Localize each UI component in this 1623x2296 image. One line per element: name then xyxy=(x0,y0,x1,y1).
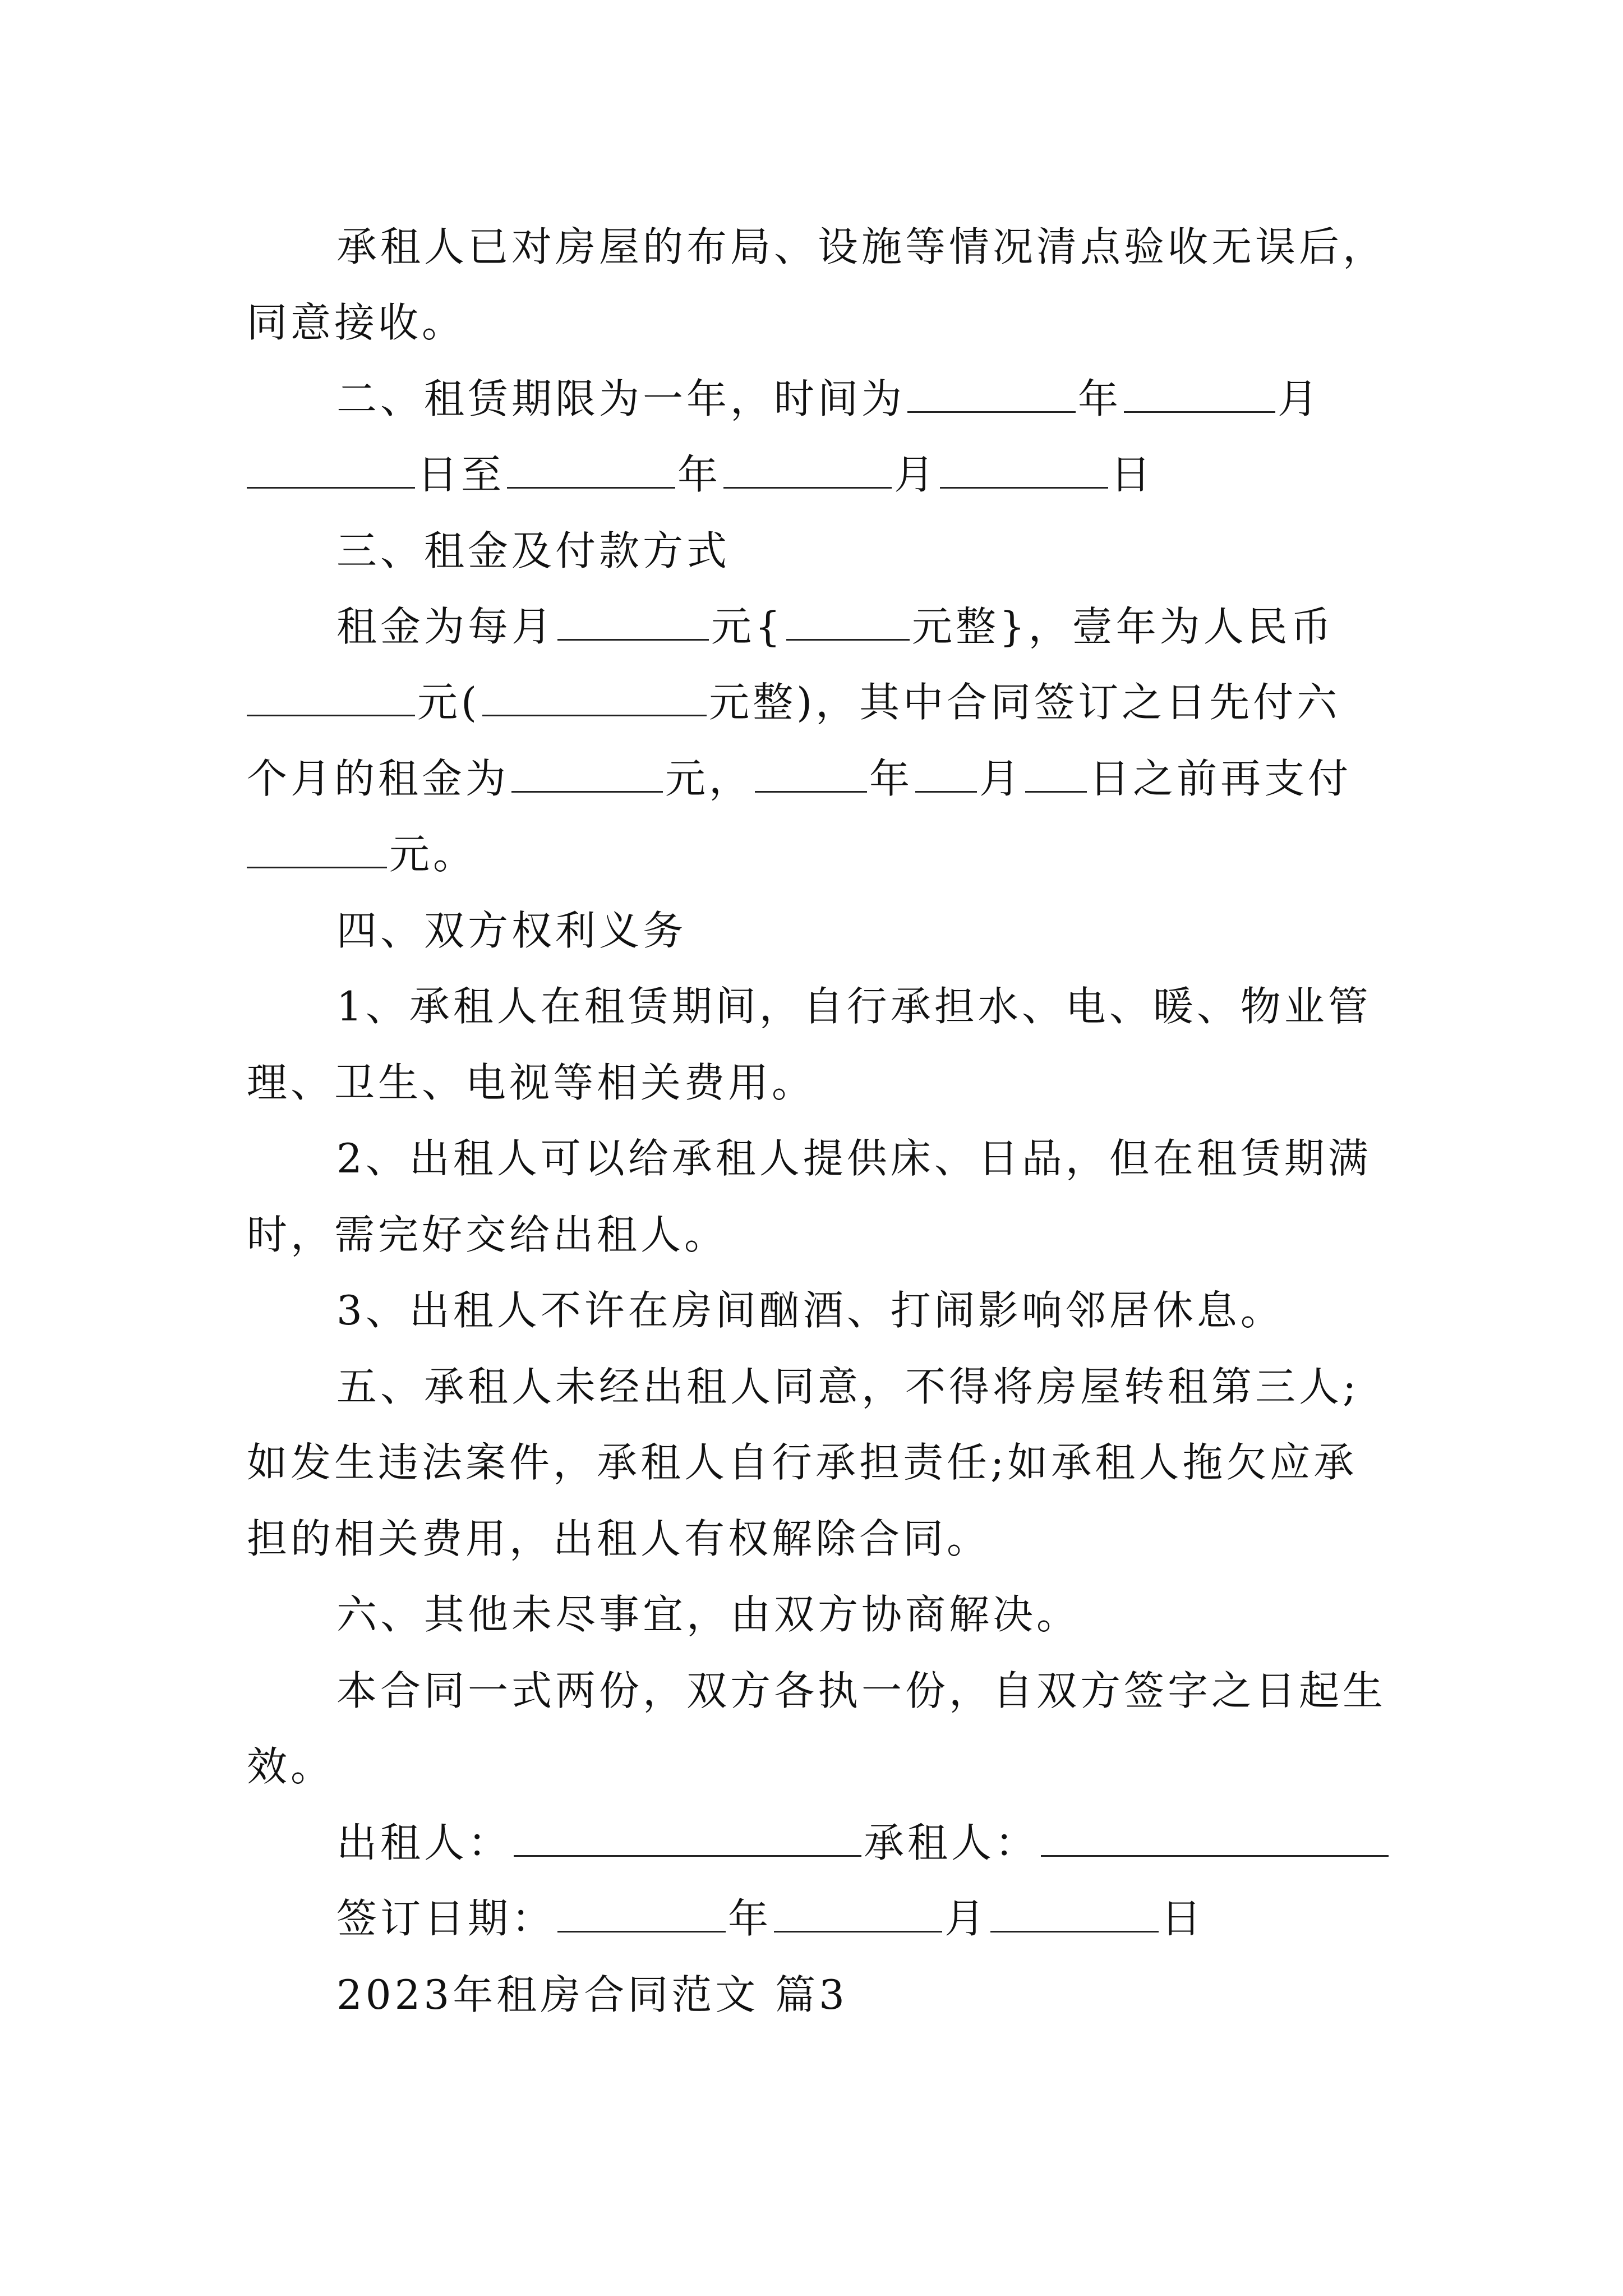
day-field[interactable] xyxy=(990,1886,1159,1932)
paragraph-line xyxy=(0,289,1623,356)
next-section-title: 2023年租房合同范文 篇3 xyxy=(336,1971,848,2018)
paragraph-line xyxy=(0,745,1623,812)
text-span: 本合同一式两份，双方各执一份，自双方签字之日起生 xyxy=(336,1667,1387,1714)
fill-in-blank[interactable] xyxy=(786,594,910,641)
text-span: 时，需完好交给出租人。 xyxy=(247,1211,728,1258)
paragraph-line xyxy=(0,1581,1623,1648)
text-span: 同意接收。 xyxy=(247,299,466,346)
text-span: 月 xyxy=(944,1895,989,1942)
lessor-label: 出租人： xyxy=(336,1819,512,1866)
fill-in-blank[interactable] xyxy=(511,746,663,793)
fill-in-blank[interactable] xyxy=(940,442,1108,489)
text-span: 日至 xyxy=(417,451,505,498)
text-span: 日 xyxy=(1161,1895,1205,1942)
fill-in-blank[interactable] xyxy=(755,746,867,793)
text-span: 元整)，其中合同签订之日先付六 xyxy=(709,679,1341,726)
text-span: 月 xyxy=(979,755,1023,802)
text-span: 二、租赁期限为一年，时间为 xyxy=(336,375,906,422)
paragraph-line xyxy=(0,1657,1623,1724)
month-field[interactable] xyxy=(774,1886,942,1932)
fill-in-blank[interactable] xyxy=(557,594,709,641)
fill-in-blank[interactable] xyxy=(723,442,892,489)
paragraph-line xyxy=(0,821,1623,888)
text-span: 效。 xyxy=(247,1743,335,1790)
text-span: 日 xyxy=(1110,451,1155,498)
paragraph-line xyxy=(0,441,1623,508)
text-span: 担的相关费用，出租人有权解除合同。 xyxy=(247,1515,991,1562)
year-field[interactable] xyxy=(557,1886,726,1932)
paragraph-line xyxy=(0,897,1623,964)
text-span: 理、卫生、电视等相关费用。 xyxy=(247,1059,816,1106)
text-span: 年 xyxy=(1078,375,1122,422)
text-span: 日之前再支付 xyxy=(1089,755,1352,802)
paragraph-line xyxy=(0,1201,1623,1268)
section-heading: 三、租金及付款方式 xyxy=(336,527,731,574)
paragraph-line xyxy=(0,517,1623,585)
text-span: 五、承租人未经出租人同意，不得将房屋转租第三人; xyxy=(336,1363,1360,1410)
text-span: 年 xyxy=(677,451,722,498)
text-span: 元{ xyxy=(711,603,784,650)
signature-line xyxy=(0,1809,1623,1876)
paragraph-line xyxy=(0,365,1623,432)
text-span: 月 xyxy=(1278,375,1322,422)
fill-in-blank[interactable] xyxy=(915,746,977,793)
paragraph-line xyxy=(0,669,1623,736)
text-span: 六、其他未尽事宜，由双方协商解决。 xyxy=(336,1591,1081,1638)
paragraph-line xyxy=(0,973,1623,1040)
fill-in-blank[interactable] xyxy=(1124,366,1275,413)
paragraph-line xyxy=(0,1733,1623,1800)
fill-in-blank[interactable] xyxy=(907,366,1076,413)
paragraph-line xyxy=(0,213,1623,280)
fill-in-blank[interactable] xyxy=(1025,746,1087,793)
text-span: 元。 xyxy=(389,831,477,878)
text-span: 元整}，壹年为人民币 xyxy=(911,603,1335,650)
text-span: 承租人已对房屋的布局、设施等情况清点验收无误后， xyxy=(336,223,1387,270)
paragraph-line xyxy=(0,593,1623,660)
text-span: 如发生违法案件，承租人自行承担责任;如承租人拖欠应承 xyxy=(247,1439,1358,1486)
paragraph-line xyxy=(0,1505,1623,1572)
text-span: 年 xyxy=(869,755,914,802)
text-span: 2、出租人可以给承租人提供床、日品，但在租赁期满 xyxy=(336,1135,1372,1182)
text-span: 个月的租金为 xyxy=(247,755,510,802)
paragraph-line xyxy=(0,1125,1623,1192)
date-line xyxy=(0,1885,1623,1952)
fill-in-blank[interactable] xyxy=(247,822,387,868)
text-span: 月 xyxy=(894,451,938,498)
fill-in-blank[interactable] xyxy=(247,442,415,489)
text-span: 租金为每月 xyxy=(336,603,556,650)
paragraph-line xyxy=(0,1429,1623,1496)
text-span: 年 xyxy=(728,1895,772,1942)
text-span: 元( xyxy=(417,679,481,726)
paragraph-line xyxy=(0,1277,1623,1344)
date-label: 签订日期： xyxy=(336,1895,556,1942)
fill-in-blank[interactable] xyxy=(507,442,675,489)
fill-in-blank[interactable] xyxy=(247,670,415,716)
fill-in-blank[interactable] xyxy=(482,670,707,716)
lessee-signature-field[interactable] xyxy=(1041,1810,1389,1857)
paragraph-line xyxy=(0,1049,1623,1116)
lessor-signature-field[interactable] xyxy=(514,1810,861,1857)
text-span: 1、承租人在租赁期间，自行承担水、电、暖、物业管 xyxy=(336,983,1372,1030)
section-heading: 四、双方权利义务 xyxy=(336,907,687,954)
paragraph-line xyxy=(0,1353,1623,1420)
text-span: 3、出租人不许在房间酗酒、打闹影响邻居休息。 xyxy=(336,1287,1284,1334)
lessee-label: 承租人： xyxy=(864,1819,1039,1866)
text-span: 元， xyxy=(665,755,753,802)
section-title-line xyxy=(0,1961,1623,2028)
